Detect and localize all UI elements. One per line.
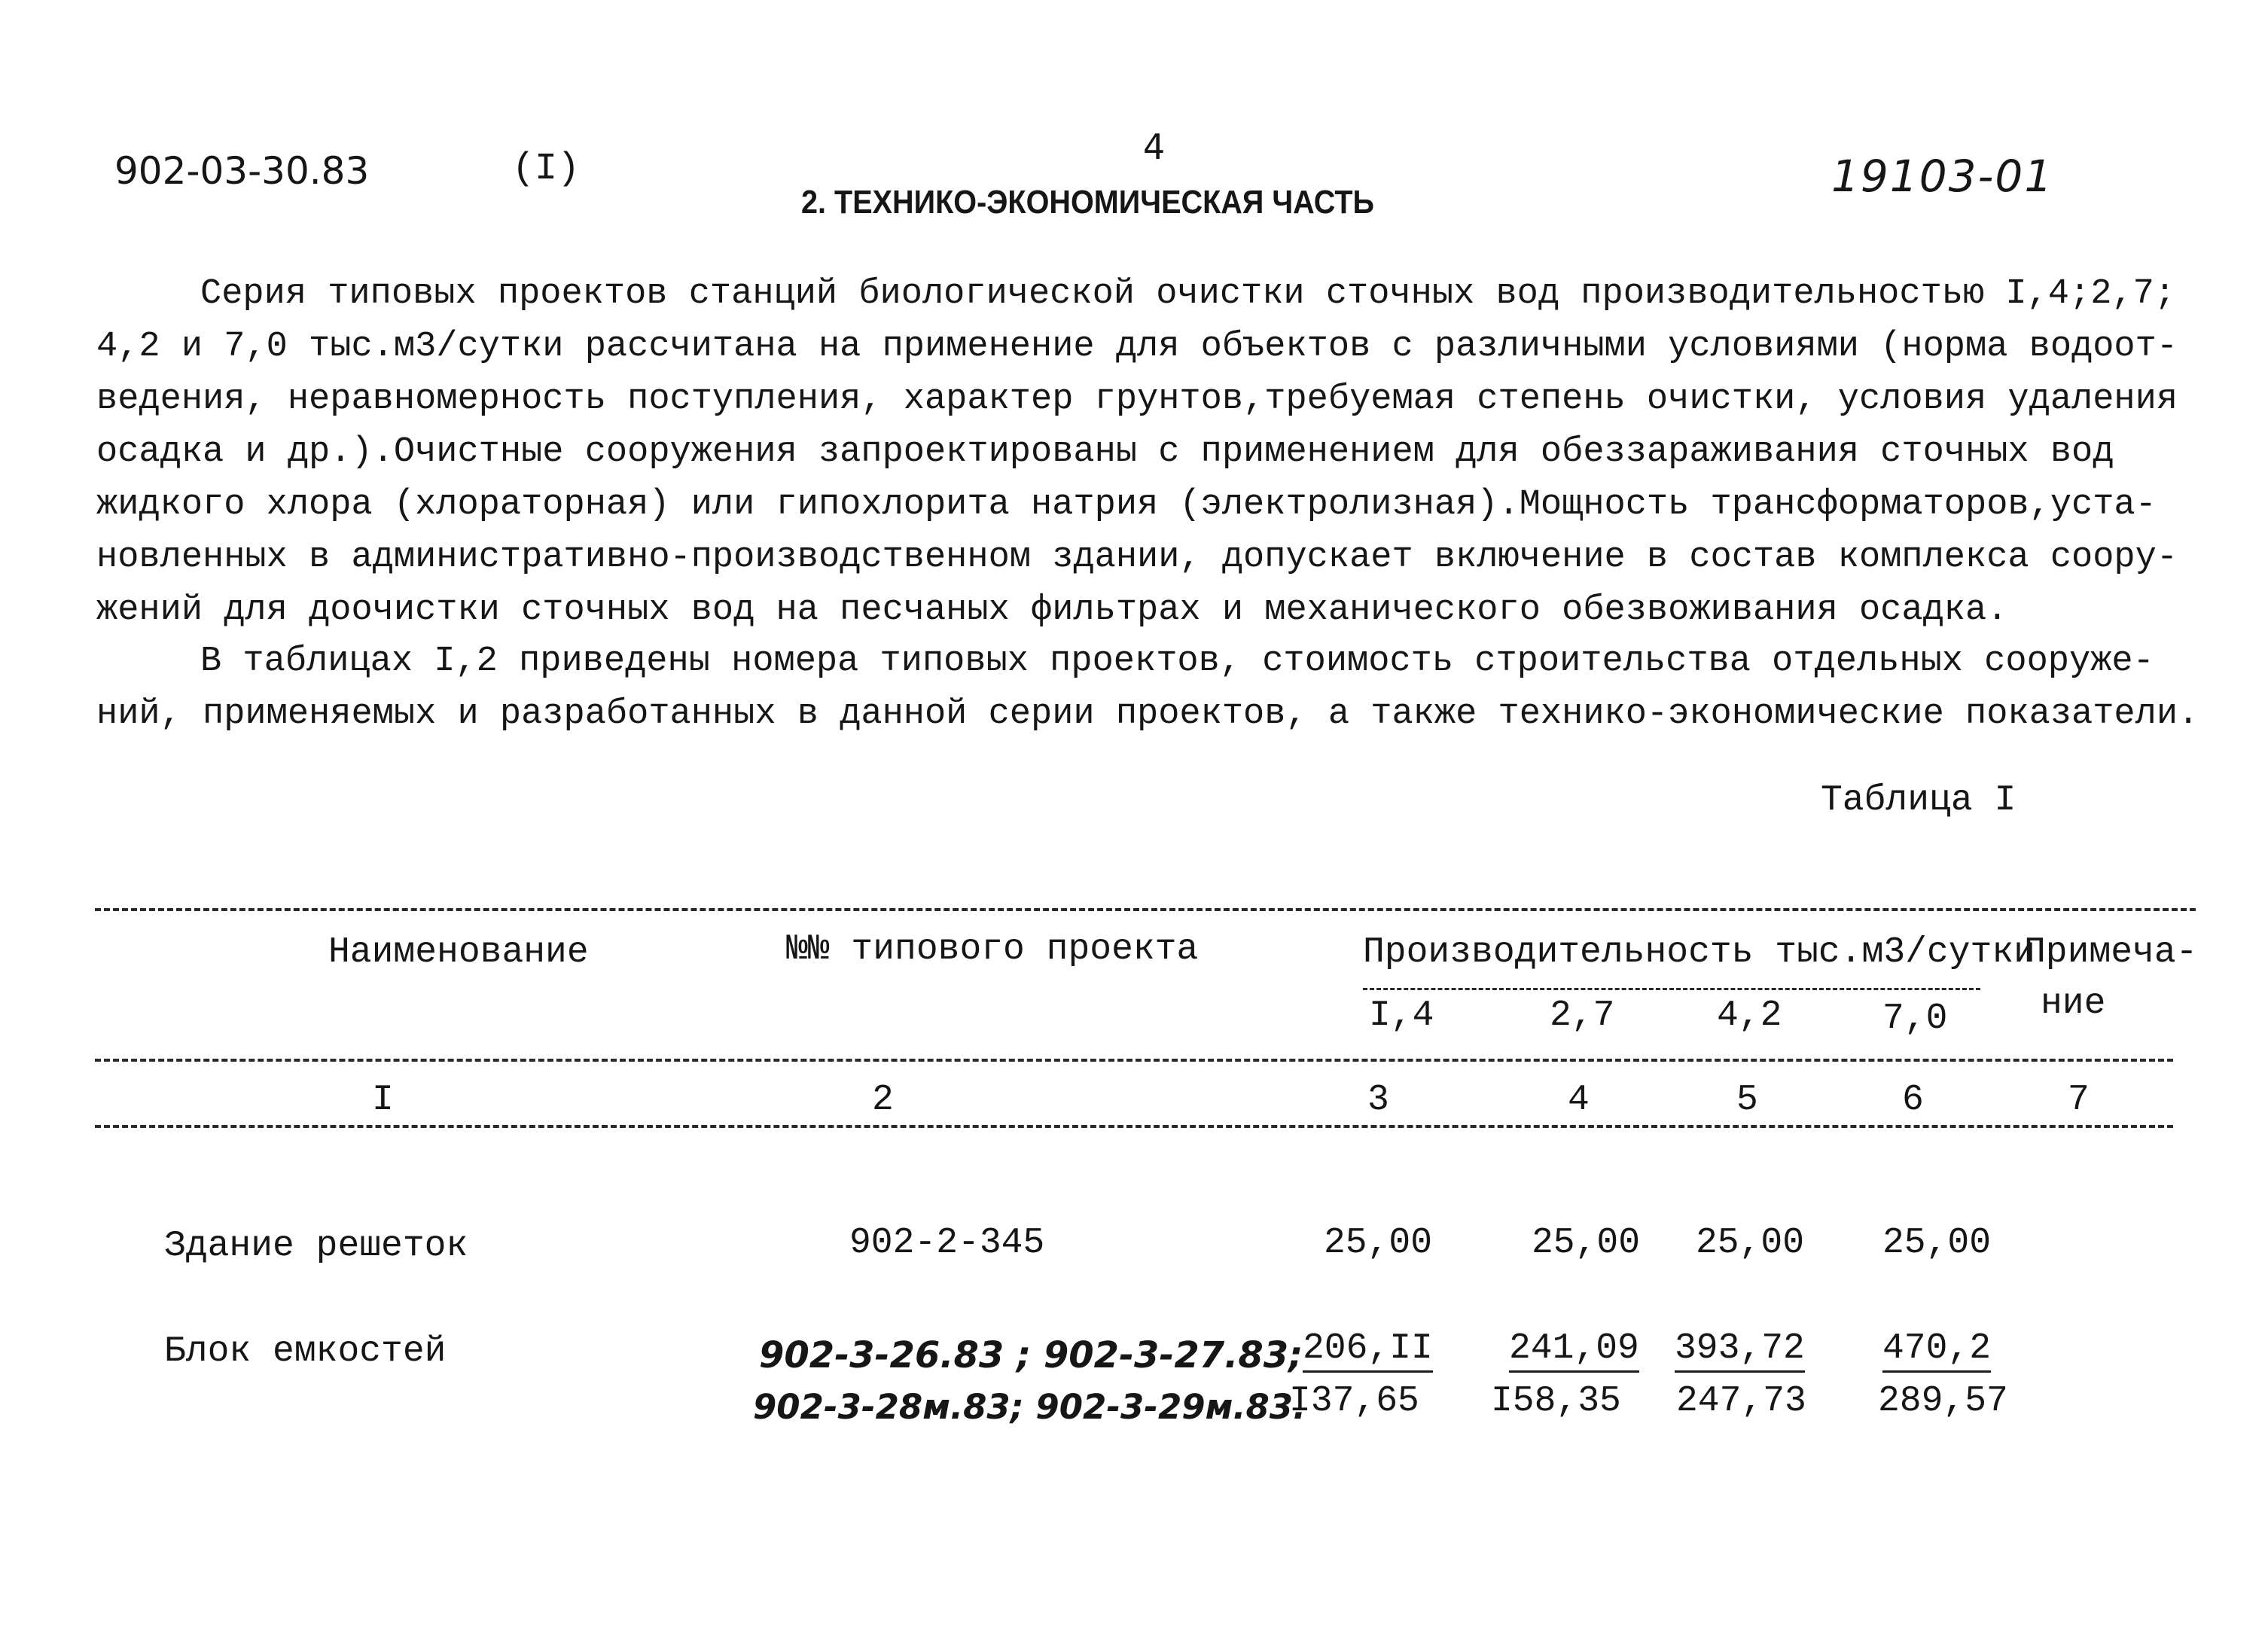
row2-project-line1: 902-3-26.83 ; 902-3-27.83; — [759, 1334, 1303, 1376]
row1-value-1-4: 25,00 — [1324, 1223, 1433, 1263]
text-line: В таблицах I,2 приведены номера типовых проектов, стоимость строительства отдельных сооруже- — [200, 642, 2154, 681]
column-number-6: 6 — [1902, 1080, 1924, 1120]
row1-name: Здание решеток — [164, 1226, 468, 1267]
row1-value-4-2: 25,00 — [1696, 1223, 1805, 1263]
paragraph-2 — [96, 636, 2199, 741]
row2-value-1-4-top: 206,II — [1303, 1328, 1433, 1373]
row2-value-4-2-top: 393,72 — [1675, 1328, 1805, 1373]
row1-value-2-7: 25,00 — [1532, 1223, 1641, 1263]
row1-project: 902-2-345 — [849, 1223, 1045, 1263]
page-number: 4 — [1143, 126, 1166, 167]
archive-number: 19103-01 — [1831, 151, 2054, 202]
header-capacity-1-4: I,4 — [1369, 995, 1434, 1036]
row2-name: Блок емкостей — [164, 1331, 447, 1372]
row2-value-7-0-top: 470,2 — [1882, 1328, 1991, 1373]
header-project: №№ типового проекта — [786, 929, 1199, 970]
text-line: ведения, неравномерность поступления, характер грунтов,требуемая степень очистки, условия удаления — [96, 379, 2178, 419]
header-bottom-rule — [95, 1059, 2173, 1062]
text-line: жений для доочистки сточных вод на песчаных фильтрах и механического обезвоживания осадка. — [96, 590, 2008, 630]
column-number-1: I — [372, 1080, 394, 1120]
column-number-7: 7 — [2068, 1080, 2090, 1120]
row2-value-2-7-bottom: I58,35 — [1491, 1381, 1621, 1422]
table-caption: Таблица I — [1821, 780, 2017, 821]
text-line: 4,2 и 7,0 тыс.м3/сутки рассчитана на применение для объектов с различными условиями (норма водоот- — [96, 327, 2178, 367]
volume-number: (I) — [512, 148, 581, 191]
row1-value-7-0: 25,00 — [1882, 1223, 1992, 1263]
header-capacity: Производительность тыс.м3/сутки — [1363, 932, 2035, 973]
text-line: осадка и др.).Очистные сооружения запроектированы с применением для обеззараживания сточных вод — [96, 432, 2114, 472]
row2-value-4-2-bottom: 247,73 — [1676, 1381, 1806, 1422]
text-line: Серия типовых проектов станций биологической очистки сточных вод производительностью I,4;2,7; — [200, 274, 2176, 314]
column-number-2: 2 — [872, 1080, 894, 1120]
header-capacity-2-7: 2,7 — [1550, 995, 1615, 1036]
column-number-3: 3 — [1367, 1080, 1389, 1120]
document-code: 902-03-30.83 — [114, 149, 370, 193]
table-top-rule — [95, 908, 2196, 911]
capacity-subrule — [1363, 988, 1980, 990]
header-capacity-4-2: 4,2 — [1717, 995, 1782, 1036]
column-number-5: 5 — [1736, 1080, 1758, 1120]
row2-project-line2: 902-3-28м.83; 902-3-29м.83. — [753, 1387, 1306, 1427]
column-number-4: 4 — [1568, 1080, 1590, 1120]
row2-value-7-0-bottom: 289,57 — [1878, 1381, 2008, 1422]
header-name: Наименование — [328, 932, 589, 973]
text-line: жидкого хлора (хлораторная) или гипохлорита натрия (электролизная).Мощность трансформаторов,уста- — [96, 485, 2157, 525]
header-note-line2: ние — [2041, 983, 2106, 1024]
text-line: ний, применяемых и разработанных в данной серии проектов, а также технико-экономические показатели. — [96, 694, 2199, 734]
row2-value-2-7-top: 241,09 — [1509, 1328, 1639, 1373]
text-line: новленных в административно-производственном здании, допускает включение в состав комплекса соору- — [96, 538, 2178, 578]
header-note-line1: Примеча- — [2024, 932, 2198, 973]
section-title: 2. ТЕХНИКО-ЭКОНОМИЧЕСКАЯ ЧАСТЬ — [801, 184, 1375, 221]
header-capacity-7-0: 7,0 — [1882, 998, 1948, 1039]
row2-value-1-4-bottom: I37,65 — [1289, 1381, 1419, 1422]
column-number-rule — [95, 1125, 2173, 1128]
paragraph-1 — [96, 268, 2233, 637]
